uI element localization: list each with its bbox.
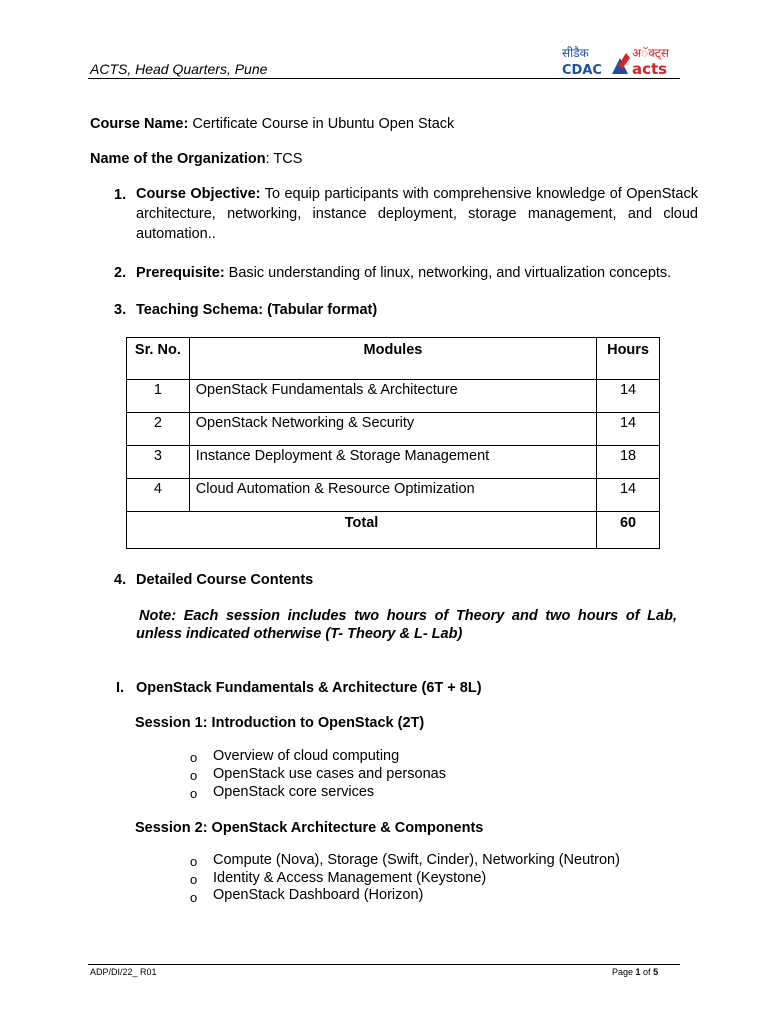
note-line-1: Note: Each session includes two hours of Theory and two hours of Lab, xyxy=(139,608,677,624)
header-hours: Hours xyxy=(597,338,660,380)
prerequisite-number: 2. xyxy=(114,265,127,281)
objective-label: Course Objective: xyxy=(136,186,261,202)
course-name-value: Certificate Course in Ubuntu Open Stack xyxy=(188,116,455,132)
prerequisite-text: Basic understanding of linux, networking, and virtualization concepts. xyxy=(224,265,672,281)
table-header-row xyxy=(127,338,660,380)
row-hours: 14 xyxy=(597,479,660,512)
row-hours: 14 xyxy=(597,413,660,446)
organization-value: : TCS xyxy=(265,151,303,167)
bullet-icon: o xyxy=(190,750,198,765)
logo-cdac-text: CDAC xyxy=(562,63,602,78)
logo-acts-hindi: अॅक्ट्स xyxy=(632,46,669,60)
row-module: OpenStack Networking & Security xyxy=(189,413,596,446)
header-modules: Modules xyxy=(189,338,596,380)
list-item: OpenStack Dashboard (Horizon) xyxy=(213,887,424,903)
bullet-icon: o xyxy=(190,786,198,801)
module-title: OpenStack Fundamentals & Architecture (6T + 8L) xyxy=(136,680,482,696)
course-objective xyxy=(136,184,698,244)
header-sr-no: Sr. No. xyxy=(127,338,190,380)
details-number: 4. xyxy=(114,572,127,588)
table-row xyxy=(127,413,660,446)
table-row xyxy=(127,479,660,512)
course-name-label: Course Name: xyxy=(90,116,189,132)
row-sr-no: 2 xyxy=(127,413,190,446)
organization-label: Name of the Organization xyxy=(90,151,266,167)
bullet-icon: o xyxy=(190,854,198,869)
row-module: Cloud Automation & Resource Optimization xyxy=(189,479,596,512)
header-divider xyxy=(88,78,680,79)
teaching-schema-heading: Teaching Schema: (Tabular format) xyxy=(136,302,378,318)
bullet-icon: o xyxy=(190,768,198,783)
list-item: Identity & Access Management (Keystone) xyxy=(213,870,487,886)
prerequisite-label: Prerequisite: xyxy=(136,265,225,281)
row-sr-no: 1 xyxy=(127,380,190,413)
header-location: ACTS, Head Quarters, Pune xyxy=(90,61,268,77)
cdac-acts-logo xyxy=(560,44,680,78)
footer-divider xyxy=(88,964,680,965)
table-total-row xyxy=(127,512,660,549)
session-2-title: Session 2: OpenStack Architecture & Components xyxy=(135,820,484,836)
row-sr-no: 4 xyxy=(127,479,190,512)
row-hours: 14 xyxy=(597,380,660,413)
session-1-title: Session 1: Introduction to OpenStack (2T) xyxy=(135,715,425,731)
course-name xyxy=(90,116,454,132)
logo-acts-mark-icon xyxy=(612,53,630,74)
teaching-schema-table xyxy=(126,337,660,549)
list-item: Compute (Nova), Storage (Swift, Cinder), Networking (Neutron) xyxy=(213,852,620,868)
detailed-contents-heading: Detailed Course Contents xyxy=(136,572,314,588)
total-hours: 60 xyxy=(597,512,660,549)
list-item: OpenStack core services xyxy=(213,784,375,800)
table-row xyxy=(127,380,660,413)
page-of: of xyxy=(640,967,654,977)
schema-number: 3. xyxy=(114,302,127,318)
note-line-2: unless indicated otherwise (T- Theory & L- Lab) xyxy=(136,626,463,642)
page-prefix: Page xyxy=(612,967,636,977)
row-module: Instance Deployment & Storage Management xyxy=(189,446,596,479)
row-sr-no: 3 xyxy=(127,446,190,479)
bullet-icon: o xyxy=(190,890,198,905)
list-item: OpenStack use cases and personas xyxy=(213,766,446,782)
row-hours: 18 xyxy=(597,446,660,479)
list-item: Overview of cloud computing xyxy=(213,748,400,764)
footer-page-number xyxy=(612,967,658,977)
organization xyxy=(90,151,302,167)
logo-acts-text: acts xyxy=(632,60,668,78)
prerequisite xyxy=(136,265,671,281)
module-number: I. xyxy=(116,680,125,696)
objective-text: To equip participants with comprehensive knowledge of OpenStack architecture, networking, instance deployment, storage management, and cloud automation.. xyxy=(136,186,698,242)
footer-doc-id: ADP/DI/22_ R01 xyxy=(90,967,157,977)
row-module: OpenStack Fundamentals & Architecture xyxy=(189,380,596,413)
objective-number: 1. xyxy=(114,187,127,203)
page-current: 1 xyxy=(635,967,641,977)
bullet-icon: o xyxy=(190,872,198,887)
total-label: Total xyxy=(127,512,597,549)
page-total: 5 xyxy=(653,967,659,977)
table-row xyxy=(127,446,660,479)
logo-cdac-hindi: सीडैक xyxy=(562,46,589,60)
